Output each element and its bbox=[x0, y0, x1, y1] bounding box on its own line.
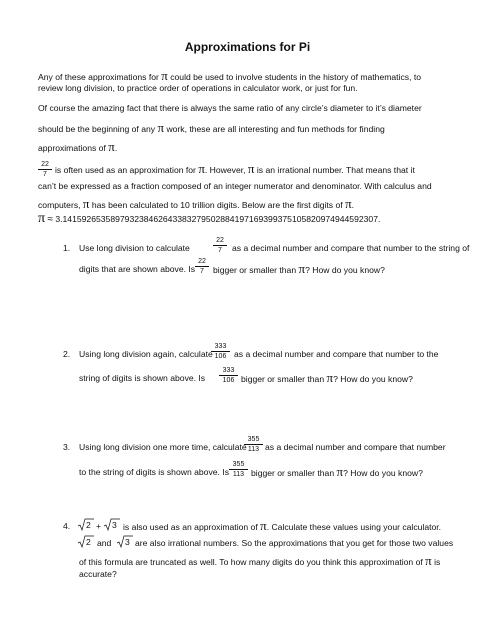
intro-line-4 bbox=[38, 120, 385, 135]
section-text: is often used as an approximation for bbox=[55, 165, 196, 175]
pi-symbol: π bbox=[82, 196, 90, 211]
section-line-1 bbox=[55, 161, 415, 176]
fraction-numerator: 22 bbox=[38, 161, 52, 170]
section-text: computers, bbox=[38, 200, 81, 210]
fraction-denominator: 113 bbox=[232, 471, 245, 478]
q4-text: is also used as an approximation of bbox=[123, 522, 258, 532]
radicand: 3 bbox=[125, 537, 130, 547]
fraction-numerator: 333 bbox=[211, 343, 230, 352]
pi-symbol: π bbox=[298, 261, 306, 276]
q2-number: 2. bbox=[63, 349, 71, 359]
q1-text-d bbox=[213, 261, 385, 276]
pi-symbol: π bbox=[260, 518, 267, 533]
section-text: . However, bbox=[204, 165, 246, 175]
q3-text: bigger or smaller than bbox=[251, 468, 335, 478]
q4-text: is bbox=[434, 557, 441, 567]
q3-text-a: Using long division one more time, calculate bbox=[79, 442, 247, 452]
section-line-2: can’t be expressed as a fraction composed of an integer numerator and denominator. With calculus and bbox=[38, 181, 432, 191]
q4-text: . Calculate these values using your calculator. bbox=[266, 522, 442, 532]
fraction-denominator: 7 bbox=[43, 171, 47, 178]
pi-symbol: π bbox=[345, 196, 352, 211]
q2-text-b: as a decimal number and compare that number to the bbox=[234, 349, 439, 359]
pi-digits: 3.14159265358979323846264338327950288419716939937510582097494459230​7. bbox=[55, 214, 381, 224]
q2-text-c: string of digits is shown above. Is bbox=[79, 373, 206, 383]
q4-number: 4. bbox=[63, 521, 71, 531]
fraction-denominator: 106 bbox=[214, 353, 227, 360]
intro-text: work, these are all interesting and fun methods for finding bbox=[166, 124, 385, 134]
fraction-denominator: 7 bbox=[200, 268, 204, 275]
q4-text: of this formula are truncated as well. To how many digits do you think this approximation of bbox=[79, 557, 423, 567]
sqrt-3-radical bbox=[104, 518, 120, 530]
approx-sign: ≈ bbox=[47, 214, 53, 225]
pi-symbol: π bbox=[326, 370, 334, 385]
intro-text: approximations of bbox=[38, 143, 106, 153]
intro-text: Any of these approximations for bbox=[38, 72, 159, 82]
fraction-denominator: 7 bbox=[218, 247, 222, 254]
q1-number: 1. bbox=[63, 243, 71, 253]
intro-text: . bbox=[114, 143, 118, 153]
pi-symbol: π bbox=[198, 161, 205, 176]
section-text: is an irrational number. That means that it bbox=[256, 165, 415, 175]
q1-fraction bbox=[213, 237, 227, 254]
pi-symbol: π bbox=[157, 120, 165, 135]
intro-text: could be used to involve students in the history of mathematics, to bbox=[170, 72, 422, 82]
q1-text-a: Use long division to calculate bbox=[79, 243, 190, 253]
radicand: 2 bbox=[86, 537, 91, 547]
intro-line-5 bbox=[38, 139, 118, 154]
q1-text-c: digits that are shown above. Is bbox=[79, 264, 196, 274]
q4-and: and bbox=[97, 538, 112, 548]
intro-text: should be the beginning of any bbox=[38, 124, 156, 134]
q3-fraction-2 bbox=[229, 461, 248, 478]
fraction-numerator: 22 bbox=[195, 258, 209, 267]
sqrt-2-radical bbox=[78, 518, 94, 530]
q3-text-b: as a decimal number and compare that number bbox=[265, 442, 446, 452]
fraction-numerator: 355 bbox=[244, 436, 263, 445]
q2-text-d bbox=[241, 370, 413, 385]
q2-fraction bbox=[211, 343, 230, 360]
fraction-numerator: 22 bbox=[213, 237, 227, 246]
pi-symbol: π bbox=[336, 464, 344, 479]
q2-text: ? How do you know? bbox=[333, 374, 413, 384]
fraction-22-7 bbox=[38, 161, 52, 178]
q3-text-c: to the string of digits is shown above. Is bbox=[79, 467, 229, 477]
q1-text: ? How do you know? bbox=[305, 265, 385, 275]
sqrt-2-radical bbox=[78, 535, 94, 547]
sqrt-3-radical bbox=[117, 535, 133, 547]
intro-line-1 bbox=[38, 68, 422, 83]
pi-symbol: π bbox=[161, 68, 168, 83]
q1-text: bigger or smaller than bbox=[213, 265, 297, 275]
q3-fraction bbox=[244, 436, 263, 453]
intro-line-2: review long division, to practice order of operations in calculator work, or just for fun. bbox=[38, 83, 358, 93]
intro-line-3: Of course the amazing fact that there is always the same ratio of any circle’s diameter to it’s diameter bbox=[38, 103, 422, 113]
q1-text-b: as a decimal number and compare that number to the string of bbox=[232, 243, 470, 253]
fraction-numerator: 333 bbox=[219, 367, 238, 376]
q4-text-a bbox=[123, 518, 442, 533]
q4-text-c: are also irrational numbers. So the approximations that you get for those two values bbox=[135, 538, 454, 548]
pi-digits-line bbox=[38, 211, 381, 226]
q2-text: bigger or smaller than bbox=[241, 374, 325, 384]
q4-text-f: accurate? bbox=[79, 569, 117, 579]
q3-text: ? How do you know? bbox=[343, 468, 423, 478]
pi-symbol: π bbox=[38, 211, 46, 226]
fraction-numerator: 355 bbox=[229, 461, 248, 470]
plus-sign: + bbox=[96, 521, 102, 531]
q4-text-d bbox=[79, 553, 441, 568]
section-line-3 bbox=[38, 196, 355, 211]
q3-number: 3. bbox=[63, 442, 71, 452]
fraction-denominator: 106 bbox=[222, 377, 235, 384]
pi-symbol: π bbox=[247, 161, 255, 176]
pi-symbol: π bbox=[108, 139, 115, 154]
page-title: Approximations for Pi bbox=[184, 40, 311, 54]
q2-text-a: Using long division again, calculate bbox=[79, 349, 213, 359]
radicand: 2 bbox=[86, 520, 91, 530]
pi-symbol: π bbox=[425, 553, 432, 568]
q1-fraction-2 bbox=[195, 258, 209, 275]
radicand: 3 bbox=[112, 520, 117, 530]
section-text: has been calculated to 10 trillion digits. Below are the first digits of bbox=[91, 200, 343, 210]
q3-text-d bbox=[251, 464, 423, 479]
fraction-denominator: 113 bbox=[247, 446, 260, 453]
q2-fraction-2 bbox=[219, 367, 238, 384]
section-text: . bbox=[351, 200, 355, 210]
